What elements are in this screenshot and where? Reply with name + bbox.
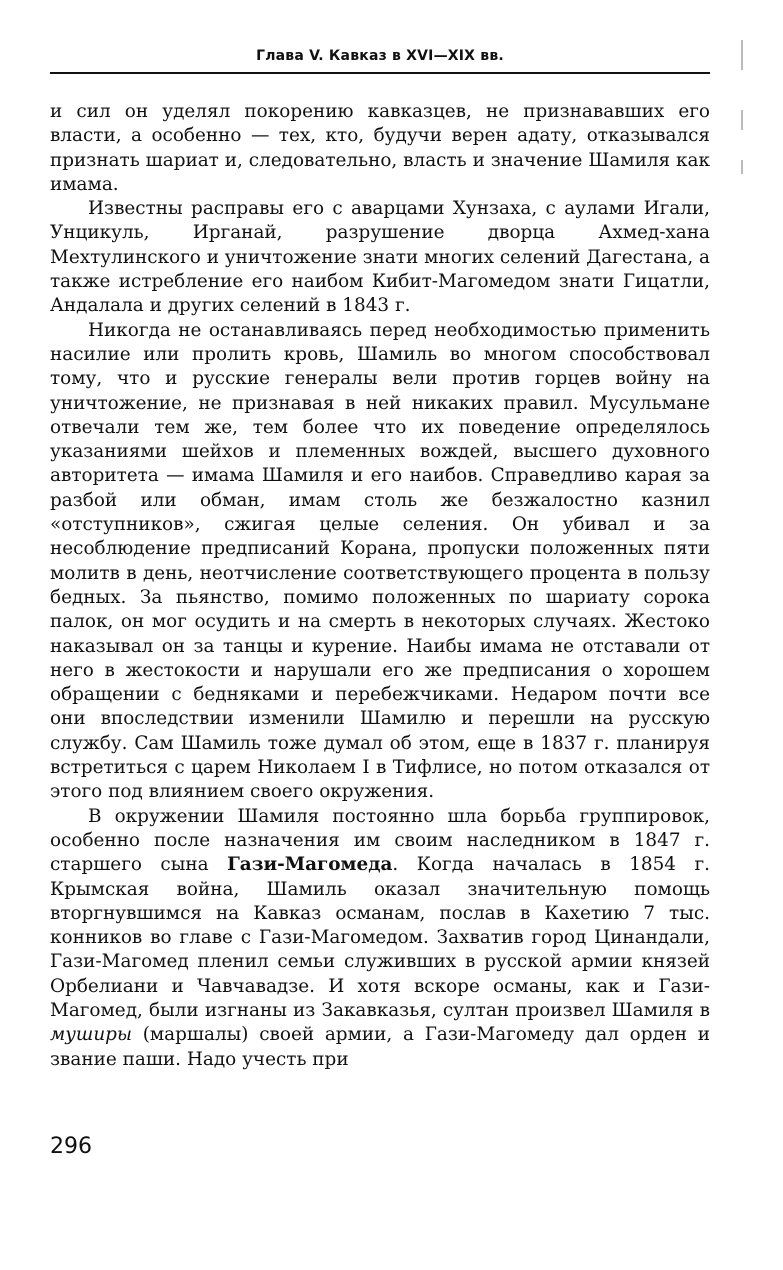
bold-term-gazi-magomed: Гази-Магомеда	[227, 854, 393, 876]
paragraph-3: Никогда не останавливаясь перед необходимостью применить насилие или пролить кровь, Шамиль во многом способствовал тому, что и русские генералы вели против горцев войну на уничтожение, не признавая в ней никаких правил. Мусульмане отвечали тем же, тем более что их поведение определялось указаниями шейхов и племенных вождей, высшего духовного авторитета — имама Шамиля и его наибов. Справедливо карая за разбой или обман, имам столь же безжалостно казнил «отступников», сжигая целые селения. Он убивал и за несоблюдение предписаний Корана, пропуски положенных пяти молитв в день, неотчисление соответствующего процента в пользу бедных. За пьянство, помимо положенных по шариату сорока палок, он мог осудить и на смерть в некоторых случаях. Жестоко наказывал он за танцы и курение. Наибы имама не отставали от него в жестокости и нарушали его же предписания о хорошем обращении с бедняками и перебежчиками. Недаром почти все они впоследствии изменили Шамилю и перешли на русскую службу. Сам Шамиль тоже думал об этом, еще в 1837 г. планируя встретиться с царем Николаем I в Тифлисе, но потом отказался от этого под влиянием своего окружения.	[50, 319, 710, 803]
body-text	[50, 100, 710, 1072]
margin-scan-mark	[741, 160, 743, 174]
running-header: Глава V. Кавказ в XVI—XIX вв.	[256, 48, 504, 64]
header-rule	[50, 72, 710, 74]
paragraph-4-part-2: . Когда началась в 1854 г. Крымская война, Шамиль оказал значительную помощь вторгнувшимся на Кавказ османам, послав в Кахетию 7 тыс. конников во главе с Гази-Магомедом. Захватив город Цинандали, Гази-Магомед пленил семьи служивших в русской армии князей Орбелиани и Чавчавадзе. И хотя вскоре османы, как и Гази-Магомед, были изгнаны из Закавказья, султан произвел Шамиля в	[50, 854, 710, 1021]
paragraph-1: и сил он уделял покорению кавказцев, не признававших его власти, а особенно — тех, кто, будучи верен адату, отказывался признать шариат и, следовательно, власть и значение Шамиля как имама.	[50, 101, 710, 195]
paragraph-2: Известны расправы его с аварцами Хунзаха, с аулами Игали, Унцикуль, Ирганай, разрушение дворца Ахмед-хана Мехтулинского и уничтожение знати многих селений Дагестана, а также истребление его наибом Кибит-Магомедом знати Гицатли, Андалала и других селений в 1843 г.	[50, 198, 710, 317]
italic-term-mushiry: муширы	[50, 1024, 132, 1046]
page-number: 296	[50, 1134, 92, 1159]
paragraph-4-part-1: В окружении Шамиля постоянно шла борьба группировок, особенно после назначения им своим наследником в 1847 г. старшего сына	[50, 805, 710, 876]
margin-scan-mark	[741, 40, 743, 70]
margin-scan-mark	[741, 110, 743, 130]
paragraph-4	[50, 805, 710, 1072]
paragraph-4-part-3: (маршалы) своей армии, а Гази-Магомеду дал орден и звание паши. Надо учесть при	[50, 1024, 710, 1070]
